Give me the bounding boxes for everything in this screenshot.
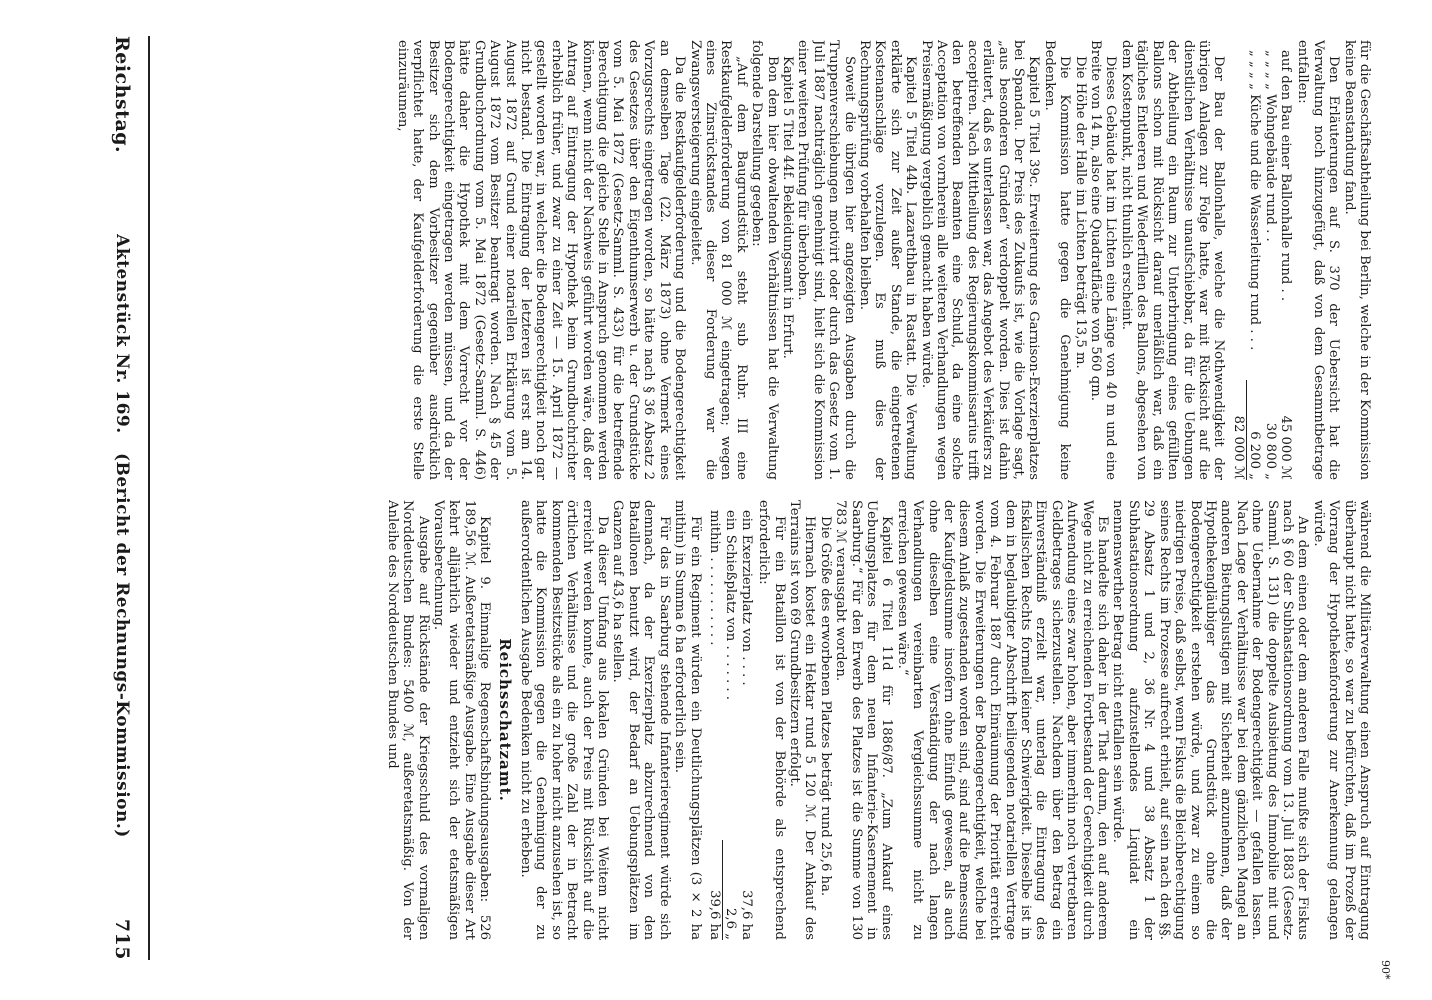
page-header	[102, 36, 142, 960]
page-number: 715	[111, 918, 133, 960]
amount-value: 45 000 ℳ	[1277, 415, 1293, 480]
section-title: Reichsschatzamt.	[495, 638, 514, 802]
amount-row	[1247, 40, 1262, 480]
amount-value: 2,6 „	[723, 908, 739, 940]
paragraph: Es handelte sich daher in der That darum, den auf anderem Wege nicht zu erreichenden Fortbestand der Gerechtigkeit durch Aufwendung eines zwar hohen, aber immerhin noch vertretbaren Geldbetrages sicherzustellen. Nachdem über den Betrag ein Einverständniß erzielt war, unterlag die Eintragung des fiskalischen Rechts formell keiner Schwierigkeit. Dieselbe ist in dem in beglaubigter Abschrift beiliegenden notariellen Vertrage vom 4. Februar 1887 durch Einräumung der Priorität erreicht worden. Die Erweiterungen der Bodengerechtigkeit, welche bei diesem Anlaß zugestanden worden sind, sind auf die Bemessung der Kaufgeldsumme insofern ohne Einfluß gewesen, als auch ohne dieselben eine Verständigung der nach langen Verhandlungen vereinbarten Vergleichssumme nicht zu erreichen gewesen wäre.“	[894, 500, 1111, 940]
paragraph: Die Größe des erworbenen Platzes beträgt rund 25,6 ha.	[817, 516, 833, 897]
paragraph: Die Kommission hatte gegen die Genehmigung keine Bedenken.	[1041, 40, 1073, 480]
paragraph: Da die Restkaufgelderforderung und die Bodengerechtigkeit an demselben Tage (22. März 1873) ohne Vermerk eines Vorzugsrechts eingetragen worden, so hätte nach § 36 Absatz 2 des Gesetzes über den Eigenthumserwerb u. der Grundstücke vom 5. Mai 1872 (Gesetz-Samml. S. 433) für die betreffende Berechtigung die gleiche Stelle in Anspruch genommen werden können, wenn nicht der Nachweis geführt worden wäre, daß der Antrag auf Eintragung der Hypothek beim Grundbuchrichter erheblich früher, und zwar zu einer Zeit — 15. April 1872 — gestellt worden war, in welcher die Bodengerechtigkeit noch gar nicht bestand. Die Eintragung der letzteren ist erst am 14. August 1872 auf Grund einer notariellen Erklärung vom 5. August 1872 vom Besitzer beantragt worden. Nach § 45 der Grundbuchordnung vom 5. Mai 1872 (Gesetz-Samml. S. 446) hätte daher die Hypothek mit dem Vorrecht vor der Bodengerechtigkeit eingetragen werden müssen, und da der Besitzer sich dem Vorbesitzer gegenüber ausdrücklich verpflichtet hatte, der Kaufgelderforderung die erste Stelle einzuräumen,	[394, 40, 688, 480]
header-left: Reichstag.	[111, 36, 133, 154]
amount-total-label: mithin . . . . . . . . . . .	[706, 510, 722, 646]
amount-row	[1278, 40, 1293, 480]
paragraph: Der Bau der Ballonhalle, welche die Nothwendigkeit der übrigen Anlagen zur Folge hatte, war mit Rücksicht auf die dienstlichen Verhältnisse unaufschiebbar, da für die Uebungen der Abtheilung ein Raum zur Unterbringung eines gefüllten Ballons schon mit Rücksicht darauf unerläßlich war, daß ein tägliches Entleeren und Wiederfüllen des Ballons, abgesehen von dem Kostenpunkt, nicht thunlich erscheint.	[1118, 40, 1227, 480]
amount-value: 30 800 „	[1262, 422, 1278, 480]
amount-label: ein Exerzierplatz von . . . .	[738, 510, 754, 686]
paragraph: Kapitel 5 Titel 39c. Erweiterung des Garnison-Exerzierplatzes bei Spandau. Der Preis des Zukaufs ist, wie die Vorlage sagt, „aus besonderen Gründen“ verdoppelt worden. Dies ist dahin erläutert, daß es unterlassen war, das Angebot des Verkäufers zu acceptiren. Nach Mittheilung des Regierungskommissarius trifft den betreffenden Beamten eine Schuld, da eine solche Acceptation von vornherein alle weiteren Verhandlungen wegen Preisermäßigung vergeblich gemacht haben würde.	[918, 40, 1042, 480]
left-column	[160, 40, 1372, 480]
paragraph: Den Erläuterungen auf S. 370 der Uebersicht hat die Verwaltung noch hinzugefügt, daß von dem Gesammtbetrage entfallen:	[1295, 40, 1342, 480]
amount-value: 37,6 ha	[738, 890, 754, 940]
paragraph: Hiernach kostet ein Hektar rund 5 120 ℳ. Der Ankauf des Terrains ist von 69 Grundbesitzern erfolgt.	[786, 500, 818, 940]
amount-total: 39,6 ha	[706, 890, 722, 940]
paragraph: Kapitel 5 Titel 44b. Lazarethbau in Rastatt. Die Verwaltung erklärte sich zur Zeit außer Stande, die eingetretenen Kostenanschläge vorzulegen. Es muß dies der Rechnungsprüfung vorbehalten bleiben.	[857, 40, 919, 480]
amount-total-row	[707, 500, 722, 940]
amount-row	[738, 500, 753, 940]
paragraph: Für ein Bataillon ist von der Behörde als entsprechend erforderlich:	[756, 500, 787, 940]
amount-row	[723, 500, 738, 940]
paragraph: für die Geschäftsabtheilung bei Berlin, welche in der Kommission keine Beanstandung fand.	[1341, 40, 1372, 480]
amount-label: „ „ „ „ Küche und die Wasserleitung rund . . .	[1247, 50, 1263, 351]
paragraph: Für das in Saarburg stehende Infanterieregiment würde sich demnach, da der Exerzierplatz abzurechnend von den Bataillonen benutzt wird, der Bedarf an Uebungsplätzen im Ganzen auf 43,6 ha stellen.	[610, 500, 672, 940]
paragraph: An dem einen oder dem anderen Falle mußte sich der Fiskus nach § 60 der Subhastationsordnung vom 13. Juli 1883 (Gesetz-Samml. S. 131) die doppelte Ausbietung des Immobilie mit und ohne Uebernahme der Bodengerechtigkeit — gefallen lassen. Nach Lage der Verhältnisse war bei dem gänzlichen Mangel an anderen Bietungslustigen mit Sicherheit anzunehmen, daß der Hypothekengläubiger das Grundstück ohne die Bodengerechtigkeit erstehen würde, und zwar zu einem so niedrigen Preise, daß selbst, wenn Fiskus die Bleichberechtigung seines Rechts im Prozesse aufrecht erhielt, auf sein nach den §§. 29 Absatz 1 und 2, 36 Nr. 4 und 38 Absatz 1 der Subhastationsordnung aufzustellendes Liquidat ein nennenswerther Betrag nicht entfallen sein würde.	[1110, 500, 1311, 940]
paragraph: Ausgabe auf Rückstände der Kriegsschuld des vormaligen Norddeutschen Bundes: 5400 ℳ, außeretatsmäßig. Von der Anleihe des Norddeutschen Bundes und	[384, 500, 431, 940]
amount-total-spacer	[1230, 50, 1245, 390]
paragraph: Soweit die übrigen hier angezeigten Ausgaben durch die Truppenverschiebungen motivirt oder durch das Gesetz vom 1. Juli 1887 nachträglich genehmigt sind, hielt sich die Kommission einer weiteren Prüfung für überhoben.	[795, 40, 857, 480]
paragraph: Bon dem hier obwaltenden Verhältnissen hat die Verwaltung folgende Darstellung gegeben:	[749, 40, 780, 480]
paragraph: während die Militärverwaltung einen Anspruch auf Eintragung überhaupt nicht hatte, so war zu befürchten, daß im Prozeß der Vorrang der Hypothekenforderung zur Anerkennung gelangen würde.	[1310, 500, 1372, 940]
paragraph: Für ein Regiment würden ein Deutlichungsplätzen (3 × 2 ha mithin) in Summa 6 ha erforderlich sein.	[672, 500, 703, 940]
signature-mark: 90*	[1379, 960, 1392, 980]
report-title: (Bericht der Rechnungs-Kommission.)	[112, 452, 132, 838]
paragraph: Dieses Gebäude hat im Lichten eine Länge von 40 m und eine Breite von 14 m, also eine Quadratfläche von 560 qm.	[1088, 40, 1119, 480]
paragraph: Da dieser Umfang aus lokalen Gründen bei Weitem nicht erreicht werden konnte, auch der Preis mit Rücksicht auf die örtlichen Verhältnisse und die große Zahl der in Betracht kommenden Besitzstücke als ein zu hoher nicht anzusehen ist, so hatte die Kommission gegen die Genehmigung der zu außerordentlichen Ausgabe Bedenken nicht zu erheben.	[518, 500, 611, 940]
amount-value: 6 200 „	[1247, 431, 1263, 480]
header-center	[112, 153, 132, 919]
paragraph: Kapitel 9. Einmalige Regenschaftsbindungsausgaben: 526 189,56 ℳ. Außeretatsmäßige Ausgabe. Eine Ausgabe dieser Art kehrt alljährlich wieder und entzieht sich der etatsmäßigen Vorausberechnung.	[431, 500, 493, 940]
document-number: Aktenstück Nr. 169.	[112, 234, 132, 434]
amount-label: ein Schießplatz von . . . . . . .	[723, 510, 739, 700]
paragraph: Kapitel 6 Titel 11d für 1886/87. „Zum Ankauf eines Uebungsplatzes für dem neuen Infanterie-Kasernement in Saarburg.“ Für den Erwerb des Platzes ist die Summe von 130 783 ℳ verausgabt worden.	[833, 500, 895, 940]
paragraph: Die Höhe der Halle im Lichten beträgt 13,5 m.	[1072, 56, 1088, 369]
amount-total: 82 000 ℳ	[1230, 415, 1246, 480]
amount-list	[1230, 40, 1293, 480]
amount-row	[1262, 40, 1277, 480]
paragraph: „Auf dem Baugrundstück steht sub Rubr. III eine Restkaufgelderforderung von 81 000 ℳ eingetragen; wegen eines Zinsrückstandes dieser Forderung war die Zwangsversteigerung eingeleitet.	[687, 40, 749, 480]
amount-total-row	[1230, 40, 1245, 480]
amount-label: auf den Bau einer Ballonhalle rund . .	[1277, 50, 1293, 302]
amount-list	[707, 500, 754, 940]
right-column	[160, 500, 1372, 940]
header-rule	[148, 36, 150, 960]
paragraph: Kapitel 5 Titel 44f. Bekleidungsamt in Erfurt.	[779, 56, 795, 359]
amount-label: „ „ „ „ Wohngebäude rund . .	[1262, 50, 1278, 242]
